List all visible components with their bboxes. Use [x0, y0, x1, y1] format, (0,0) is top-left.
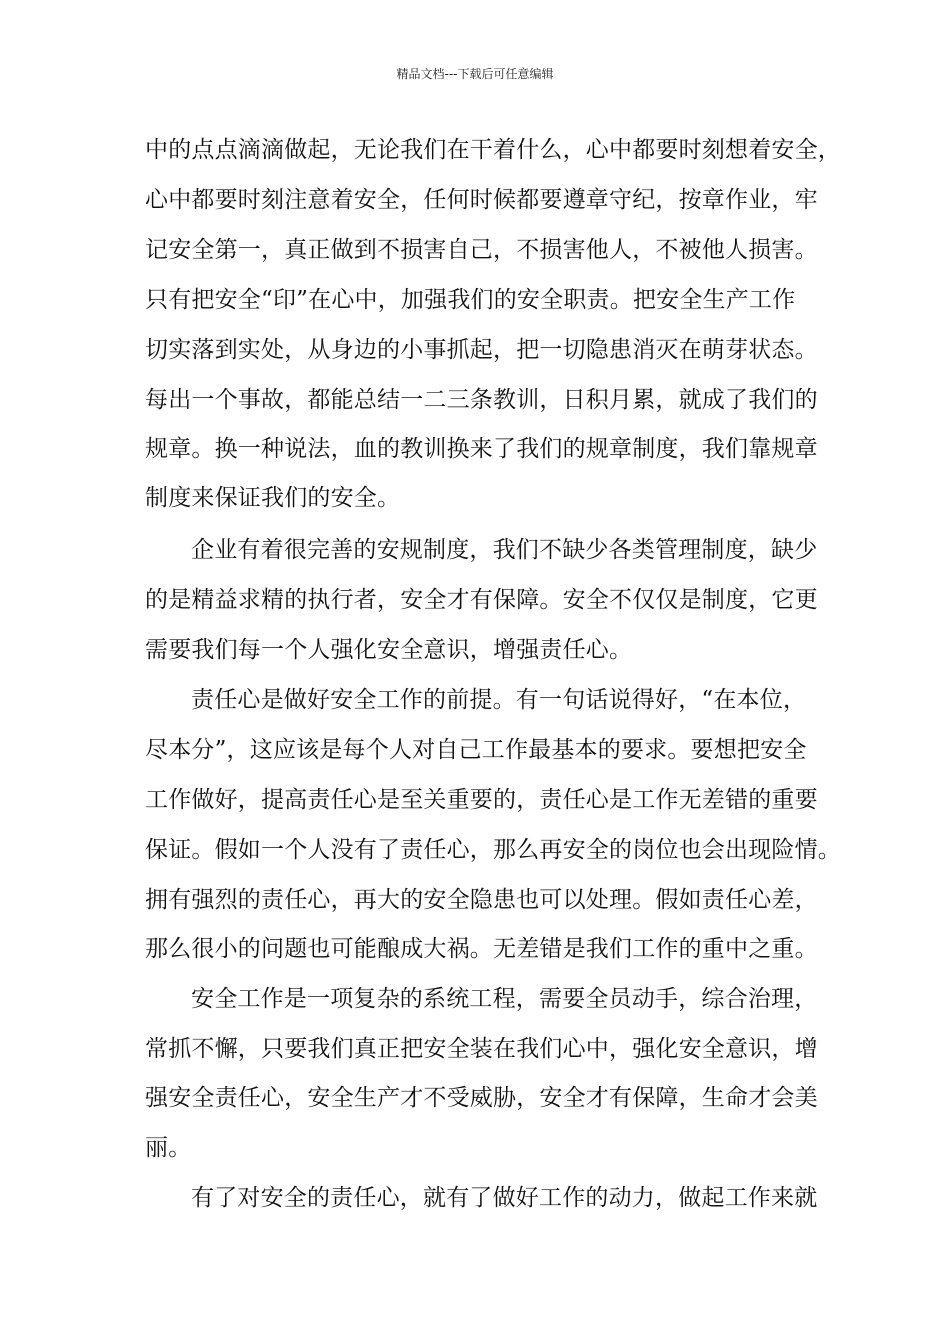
- text-line: 保证。假如一个人没有了责任心，那么再安全的岗位也会出现险情。: [145, 837, 841, 863]
- paragraph-first-line: 有了对安全的责任心，就有了做好工作的动力，做起工作来就: [191, 1185, 818, 1211]
- text-line: 需要我们每一个人强化安全意识，增强责任心。: [145, 637, 633, 663]
- page-header: 精品文档---下载后可任意编辑: [396, 67, 554, 81]
- text-line: 常抓不懈，只要我们真正把安全装在我们心中，强化安全意识，增: [145, 1036, 818, 1062]
- text-line: 规章。换一种说法，血的教训换来了我们的规章制度，我们靠规章: [145, 436, 818, 462]
- text-line: 切实落到实处，从身边的小事抓起，把一切隐患消灭在萌芽状态。: [145, 337, 818, 363]
- text-line: 强安全责任心，安全生产才不受威胁，安全才有保障，生命才会美: [145, 1085, 818, 1111]
- text-line: 工作做好，提高责任心是至关重要的，责任心是工作无差错的重要: [145, 787, 818, 813]
- text-line: 的是精益求精的执行者，安全才有保障。安全不仅仅是制度，它更: [145, 587, 818, 613]
- text-line: 尽本分”，这应该是每个人对自己工作最基本的要求。要想把安全: [145, 737, 807, 763]
- paragraph-first-line: 责任心是做好安全工作的前提。有一句话说得好，“在本位，: [191, 687, 807, 713]
- text-line: 心中都要时刻注意着安全，任何时候都要遵章守纪，按章作业，牢: [145, 187, 818, 213]
- text-line: 拥有强烈的责任心，再大的安全隐患也可以处理。假如责任心差，: [145, 887, 818, 913]
- text-line: 中的点点滴滴做起，无论我们在干着什么，心中都要时刻想着安全，: [145, 137, 841, 163]
- paragraph-first-line: 安全工作是一项复杂的系统工程，需要全员动手，综合治理，: [191, 986, 818, 1012]
- text-line: 只有把安全“印”在心中，加强我们的安全职责。把安全生产工作: [145, 287, 796, 313]
- text-line: 制度来保证我们的安全。: [145, 485, 401, 511]
- text-line: 那么很小的问题也可能酿成大祸。无差错是我们工作的重中之重。: [145, 936, 818, 962]
- text-line: 每出一个事故，都能总结一二三条教训，日积月累，就成了我们的: [145, 387, 818, 413]
- paragraph-first-line: 企业有着很完善的安规制度，我们不缺少各类管理制度，缺少: [191, 537, 818, 563]
- text-line: 记安全第一，真正做到不损害自己，不损害他人，不被他人损害。: [145, 237, 818, 263]
- text-line: 丽。: [145, 1135, 192, 1161]
